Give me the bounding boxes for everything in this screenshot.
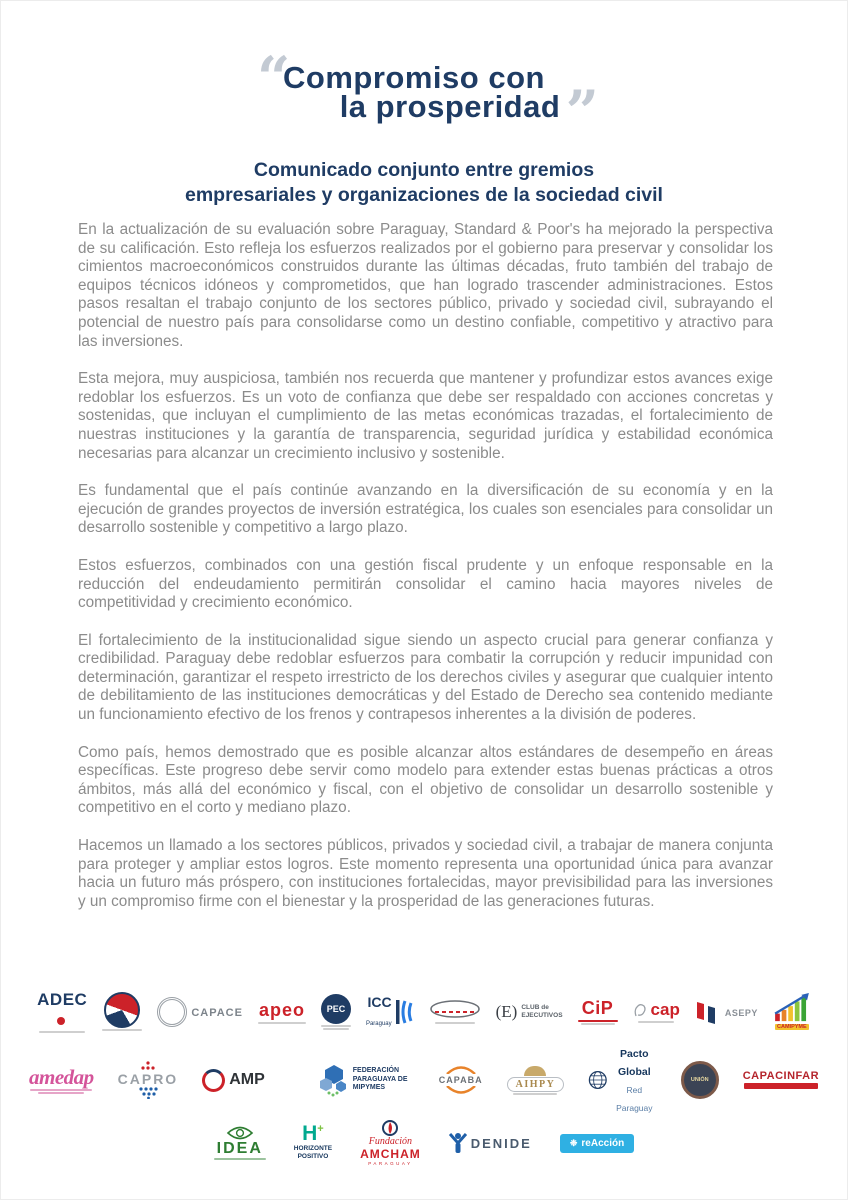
paragraph-5: El fortalecimiento de la institucionalidad sigue siendo un aspecto crucial para generar confianza y credibilidad. Paraguay debe redoblar esfuerzos para combatir la corrupción y reducir impunidad con determinación, garantizar el respeto irrestricto de los derechos civiles y asegurar que cualquier intento de debilitamiento de las instituciones democráticas y del Estado de Derecho sea contenido mediante un funcionamiento efectivo de los frenos y contrapesos inherentes a la división de poderes. bbox=[78, 631, 773, 724]
org-logo-capro: CAPRO bbox=[118, 1061, 179, 1099]
title-line-1: Comunicado conjunto entre gremios bbox=[253, 159, 595, 181]
flags-icon bbox=[695, 1000, 721, 1024]
red-dot-icon bbox=[57, 1017, 65, 1025]
org-logo-adec: ADEC bbox=[37, 990, 87, 1033]
amp-ring-icon bbox=[202, 1069, 225, 1092]
dots-top-icon bbox=[133, 1061, 163, 1071]
arc-bottom-icon bbox=[443, 1086, 479, 1095]
pec-circle-icon: PEC bbox=[321, 994, 351, 1024]
org-logo-aihpy: AIHPY bbox=[507, 1066, 565, 1095]
reaccion-box-icon: ❉ reAcción bbox=[560, 1134, 634, 1153]
org-logo-amp: AMP bbox=[202, 1069, 295, 1092]
illegible-subtext bbox=[513, 1093, 557, 1095]
org-logo-camara-paraguayo-americana bbox=[102, 992, 142, 1031]
org-logo-oval-swoosh bbox=[429, 999, 481, 1024]
dome-icon bbox=[524, 1066, 546, 1076]
org-logo-pec bbox=[321, 994, 351, 1030]
title-line-2: empresariales y organizaciones de la sociedad civil bbox=[185, 184, 663, 207]
illegible-subtext bbox=[435, 1022, 475, 1024]
illegible-subtext bbox=[638, 1021, 674, 1023]
org-logo-reaccion bbox=[560, 1134, 634, 1153]
arc-top-icon bbox=[443, 1065, 479, 1074]
union-badge-icon: UNIÓN bbox=[681, 1061, 719, 1099]
hexagons-icon bbox=[319, 1063, 349, 1097]
org-logo-asepy: ASEPY bbox=[695, 1000, 758, 1024]
striped-circle-icon bbox=[104, 992, 140, 1028]
org-logo-club-de-ejecutivos: (E) CLUB de EJECUTIVOS bbox=[495, 1001, 563, 1021]
brand-line-1: Compromiso con bbox=[283, 60, 545, 95]
illegible-subtext bbox=[258, 1022, 306, 1024]
globe-icon bbox=[588, 1066, 608, 1094]
org-logo-union bbox=[681, 1061, 719, 1099]
paragraph-7: Hacemos un llamado a los sectores públicos, privados y sociedad civil, a trabajar de manera conjunta para proteger y ampliar estos logros. Este momento representa una oportunidad única para avanzar hacia un futuro más próspero, con instituciones fortalecidas, mayor previsibilidad para las inversiones y un compromiso firme con el bienestar y la prosperidad de las generaciones futuras. bbox=[78, 837, 773, 910]
amcham-mark-icon bbox=[382, 1120, 398, 1136]
brand-line-2: la prosperidad bbox=[339, 89, 561, 124]
icc-waves-icon bbox=[396, 999, 414, 1025]
paragraph-3: Es fundamental que el país continúe avanzando en la diversificación de su economía y en la ejecución de grandes proyectos de inversión estratégica, los cuales son esenciales para consolidar un desarrollo sostenible y competitivo a largo plazo. bbox=[78, 482, 773, 537]
goat-outline-icon bbox=[633, 1002, 647, 1018]
logo-row-2 bbox=[28, 1044, 820, 1116]
org-logo-capaba: CAPABA bbox=[439, 1065, 483, 1095]
org-logo-amedap: amedap bbox=[29, 1067, 94, 1094]
illegible-subtext bbox=[39, 1031, 85, 1033]
oval-swoosh-icon bbox=[429, 999, 481, 1021]
org-logo-fundacion-amcham: Fundación AMCHAM PARAGUAY bbox=[360, 1120, 421, 1166]
paragraph-2: Esta mejora, muy auspiciosa, también nos recuerda que mantener y profundizar estos avances exige redoblar los esfuerzos. Es un voto de confianza que debe ser respaldado con acciones concretas y sostenidas, que incluyan el cumplimiento de las metas económicas trazadas, el fortalecimiento de nuestras instituciones y la garantía de transparencia, seguridad jurídica y estabilidad económica necesarias para alcanzar un crecimiento inclusivo y sostenible. bbox=[78, 370, 773, 462]
paragraph-4: Estos esfuerzos, combinados con una gestión fiscal prudente y un enfoque responsable en la reducción del endeudamiento permitirán consolidar el camino hacia mayores niveles de competitividad y crecimiento económico. bbox=[78, 556, 773, 612]
illegible-subtext bbox=[102, 1029, 142, 1031]
red-bar-icon bbox=[744, 1083, 818, 1089]
brand-logo: “ Compromiso con la prosperidad ” bbox=[257, 44, 599, 146]
growth-chart-icon bbox=[773, 993, 811, 1023]
illegible-subtext bbox=[581, 1023, 615, 1025]
paragraph-1: En la actualización de su evaluación sobre Paraguay, Standard & Poor's ha mejorado la perspectiva de su calificación. Esto refleja los esfuerzos realizados por el gobierno para preservar y consolidar los cimientos macroeconómicos construidos durante las últimas décadas, fruto también del trabajo de equipos técnicos idóneos y comprometidos, que han logrado trascender administraciones. Estos pasos resaltan el trabajo conjunto de los sectores público, privado y sociedad civil, subrayando el potencial de nuestro país para consolidarse como un destino confiable, competitivo y atractivo para las inversiones. bbox=[78, 221, 773, 350]
illegible-subtext bbox=[323, 1028, 349, 1030]
org-logo-federacion-mipymes: FEDERACIÓN PARAGUAYA DE MIPYMES bbox=[319, 1063, 415, 1097]
logo-row-1 bbox=[37, 990, 807, 1033]
person-icon bbox=[449, 1132, 467, 1154]
logo-row-3 bbox=[48, 1120, 800, 1166]
org-logo-camipyme: CAMIPYME bbox=[773, 993, 811, 1030]
org-logo-capacinfar: CAPACINFAR bbox=[743, 1071, 819, 1089]
document-body bbox=[78, 221, 773, 930]
org-logo-apeo: apeo bbox=[258, 1000, 306, 1024]
ring-icon bbox=[157, 997, 187, 1027]
dots-bottom-icon bbox=[133, 1087, 163, 1099]
eye-icon bbox=[226, 1126, 254, 1140]
paragraph-6: Como país, hemos demostrado que es posible alcanzar altos estándares de desempeño en áreas específicas. Este progreso debe servir como modelo para extender estas buenas prácticas a otros ámbitos, más allá del económico y fiscal, con el objetivo de consolidar un desarrollo sostenible y competitivo en el corto y mediano plazo. bbox=[78, 743, 773, 817]
org-logo-horizonte-positivo: H+ HORIZONTE POSITIVO bbox=[293, 1121, 333, 1160]
page-title bbox=[0, 158, 848, 209]
org-logo-cip: CiP bbox=[578, 998, 618, 1025]
signatory-logo-wall bbox=[28, 990, 820, 1166]
org-logo-denide: DENIDE bbox=[449, 1132, 532, 1154]
org-logo-idea: IDEA bbox=[214, 1126, 266, 1160]
illegible-subtext bbox=[321, 1025, 351, 1027]
org-logo-capace: CAPACE bbox=[157, 997, 243, 1027]
org-logo-icc-paraguay: ICC Paraguay bbox=[366, 994, 414, 1030]
org-logo-cap: cap bbox=[633, 1000, 680, 1023]
org-logo-pacto-global: Pacto Global Red Paraguay bbox=[588, 1044, 656, 1116]
swirl-icon: ❉ bbox=[569, 1137, 578, 1148]
